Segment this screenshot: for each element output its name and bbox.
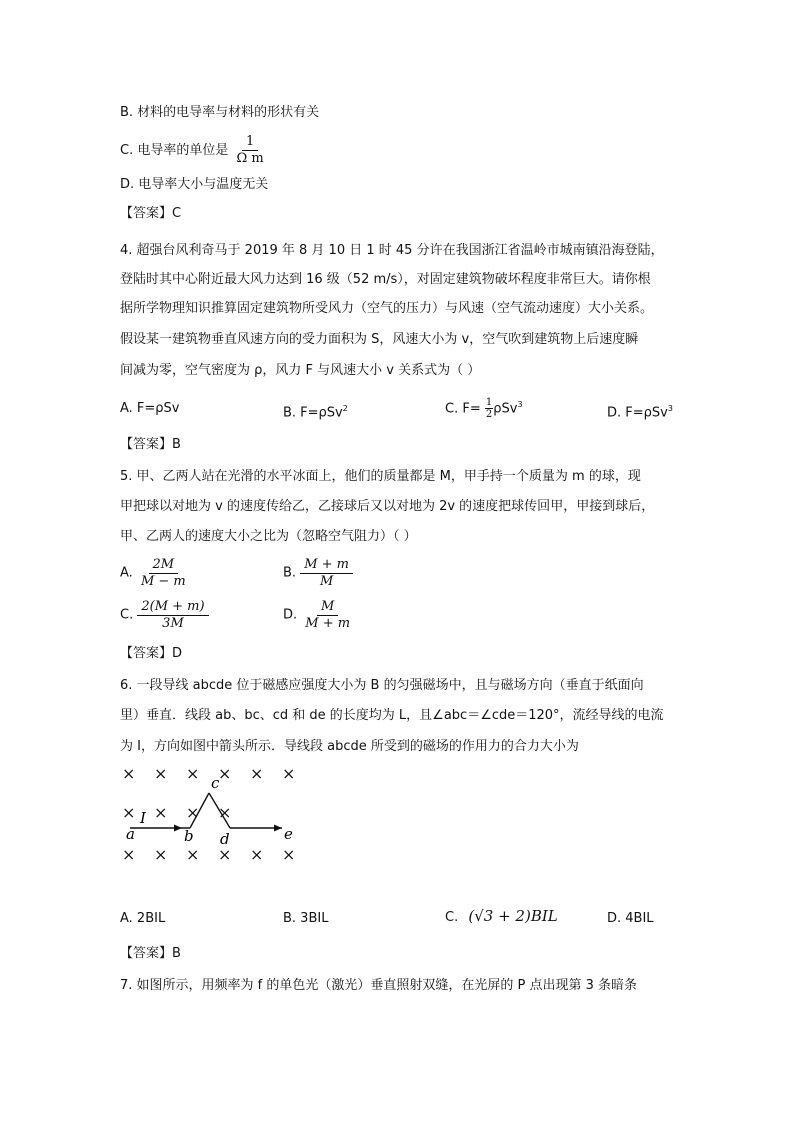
q5-option-b [283, 557, 353, 590]
field-cross-icon: × [282, 845, 296, 864]
q4-option-c-numerator: 1 [485, 397, 493, 409]
q5-option-c-denominator: 3M [162, 616, 184, 631]
q5-answer: 【答案】D [120, 646, 183, 661]
q4-option-c-fraction [485, 397, 493, 420]
q3-option-c-fraction [232, 134, 267, 167]
field-cross-icon: × [122, 803, 136, 822]
field-cross-icon: × [122, 845, 136, 864]
q6-option-b: B. 3BIL [283, 911, 329, 926]
label-point-c: c [211, 774, 220, 792]
q4-option-d [607, 400, 673, 422]
q6-option-c-label: C. [445, 910, 459, 925]
q5-option-d-label: D. [283, 607, 298, 623]
label-point-b: b [184, 827, 194, 845]
field-cross-icon: × [218, 803, 232, 822]
q3-option-b: B. 材料的电导率与材料的形状有关 [120, 105, 320, 120]
q4-line-5: 间减为零，空气密度为 ρ，风力 F 与风速大小 v 关系式为（ ） [120, 363, 481, 378]
q6-line-2: 里）垂直．线段 ab、bc、cd 和 de 的长度均为 L，且∠abc＝∠cde＝120°，流经导线的电流 [120, 708, 664, 723]
q4-line-2: 登陆时其中心附近最大风力达到 16 级（52 m/s），对固定建筑物破坏程度非常巨大。请你根 [120, 272, 651, 287]
wire-abcde [130, 793, 282, 828]
q3-option-d: D. 电导率大小与温度无关 [120, 177, 269, 192]
q5-line-2: 甲把球以对地为 v 的速度传给乙，乙接球后又以对地为 2v 的速度把球传回甲，甲接到球后， [120, 499, 655, 514]
q5-option-b-label: B. [283, 565, 297, 581]
q6-option-d: D. 4BIL [607, 911, 654, 926]
q5-line-1: 5. 甲、乙两人站在光滑的水平冰面上，他们的质量都是 M，甲手持一个质量为 m 的球，现 [120, 469, 641, 484]
q6-line-1: 6. 一段导线 abcde 位于磁感应强度大小为 B 的匀强磁场中，且与磁场方向（垂直于纸面向 [120, 678, 644, 693]
field-cross-icon: × [186, 764, 200, 783]
q4-line-1: 4. 超强台风利奇马于 2019 年 8 月 10 日 1 时 45 分许在我国浙江省温岭市城南镇沿海登陆， [120, 243, 664, 258]
magnetic-field-crosses [122, 764, 295, 864]
q4-option-d-text: D. F=ρSv [607, 405, 668, 421]
label-current-I: I [140, 809, 146, 827]
field-cross-icon: × [218, 764, 232, 783]
q5-option-a [120, 557, 190, 590]
q5-option-c-numerator: 2(M + m) [137, 599, 208, 616]
q6-answer: 【答案】B [120, 946, 181, 961]
q5-option-c [120, 599, 209, 632]
q4-option-b-exponent: 2 [342, 404, 348, 413]
q4-option-c-denominator: 2 [485, 409, 493, 421]
current-arrow-de-icon [274, 825, 282, 832]
q4-option-c-exponent: 3 [517, 400, 523, 409]
q5-option-b-numerator: M + m [300, 557, 353, 574]
q4-option-b [283, 400, 348, 422]
field-cross-icon: × [186, 803, 200, 822]
q5-option-d [283, 599, 354, 632]
label-point-d: d [220, 830, 230, 848]
q5-option-b-denominator: M [319, 574, 334, 589]
q6-line-3: 为 I，方向如图中箭头所示．导线段 abcde 所受到的磁场的作用力的合力大小为 [120, 739, 579, 754]
q4-option-c [445, 396, 523, 420]
q3-option-c-numerator: 1 [242, 134, 258, 151]
q7-line-1: 7. 如图所示，用频率为 f 的单色光（激光）垂直照射双缝，在光屏的 P 点出现第 3 条暗条 [120, 978, 638, 993]
q4-option-c-text: C. F= [445, 401, 481, 417]
q4-option-b-text: B. F=ρSv [283, 405, 343, 421]
q5-option-d-numerator: M [317, 599, 338, 616]
field-cross-icon: × [154, 803, 168, 822]
current-arrow-ab-icon [174, 825, 182, 832]
q5-option-a-label: A. [120, 565, 133, 581]
field-cross-icon: × [154, 845, 168, 864]
label-point-a: a [126, 825, 135, 843]
field-cross-icon: × [282, 764, 296, 783]
q5-option-c-label: C. [120, 607, 134, 623]
q4-option-c-rest: ρSv [493, 401, 518, 417]
q3-option-c-text: C. 电导率的单位是 [120, 143, 229, 158]
field-cross-icon: × [154, 764, 168, 783]
q5-option-d-fraction [301, 599, 354, 632]
field-cross-icon: × [250, 764, 264, 783]
q4-answer: 【答案】B [120, 437, 181, 452]
q6-option-a: A. 2BIL [120, 911, 166, 926]
q4-option-a: A. F=ρSv [120, 401, 180, 416]
q5-option-a-fraction [137, 557, 190, 590]
q6-figure [112, 760, 312, 870]
q3-answer: 【答案】C [120, 206, 182, 221]
q3-option-c [120, 134, 268, 167]
q5-option-c-fraction [137, 599, 208, 632]
label-point-e: e [284, 825, 293, 843]
field-cross-icon: × [250, 845, 264, 864]
q5-option-b-fraction [300, 557, 353, 590]
field-cross-icon: × [186, 845, 200, 864]
q3-option-c-denominator: Ω m [236, 151, 264, 166]
q4-line-3: 据所学物理知识推算固定建筑物所受风力（空气的压力）与风速（空气流动速度）大小关系。 [120, 301, 654, 316]
q4-line-4: 假设某一建筑物垂直风速方向的受力面积为 S，风速大小为 v，空气吹到建筑物上后速度瞬 [120, 332, 639, 347]
q5-option-a-denominator: M − m [140, 574, 186, 589]
q6-option-c [445, 907, 558, 927]
q5-option-d-denominator: M + m [305, 616, 351, 631]
field-cross-icon: × [122, 764, 136, 783]
q5-line-3: 甲、乙两人的速度大小之比为（忽略空气阻力）（ ） [120, 529, 417, 544]
field-cross-icon: × [218, 845, 232, 864]
q6-option-c-expression: (√3 + 2)BIL [468, 907, 558, 925]
q4-option-d-exponent: 3 [667, 404, 673, 413]
q5-option-a-numerator: 2M [149, 557, 179, 574]
